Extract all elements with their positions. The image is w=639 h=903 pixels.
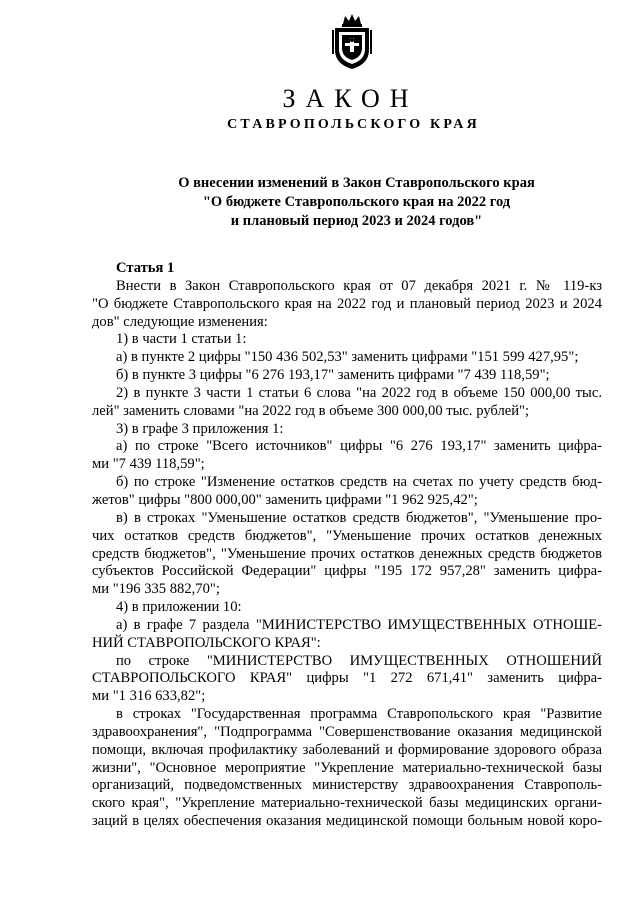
text-line: ми "1 316 633,82"; bbox=[92, 688, 206, 705]
text-line: б) по строке "Изменение остатков средств на счетах по учету средств бюд- bbox=[116, 474, 602, 491]
text-line: субъектов Российской Федерации" цифры "195 172 957,28" заменить цифра- bbox=[92, 563, 602, 580]
text-line: ского края", "Укрепление материально-технической базы медицинских органи- bbox=[92, 795, 602, 812]
text-line: Внести в Закон Ставропольского края от 07 декабря 2021 г. № 119-кз bbox=[116, 277, 602, 294]
text-line: НИЙ СТАВРОПОЛЬСКОГО КРАЯ": bbox=[92, 634, 321, 651]
text-line: в) в строках "Уменьшение остатков средств бюджетов", "Уменьшение про- bbox=[116, 509, 602, 526]
text-line: средств бюджетов", "Уменьшение прочих остатков денежных средств бюджетов bbox=[92, 545, 602, 562]
text-line: 1) в части 1 статьи 1: bbox=[116, 331, 247, 348]
law-heading bbox=[0, 174, 639, 231]
text-line: дов" следующие изменения: bbox=[92, 313, 268, 330]
coat-of-arms-icon bbox=[331, 12, 373, 70]
law-region: СТАВРОПОЛЬСКОГО КРАЯ bbox=[227, 117, 480, 132]
law-title: ЗАКОН bbox=[282, 84, 419, 113]
article-text bbox=[92, 278, 602, 831]
text-line: СТАВРОПОЛЬСКОГО КРАЯ" цифры "1 272 671,41" заменить цифра- bbox=[92, 670, 602, 687]
text-line: лей" заменить словами "на 2022 год в объеме 300 000,00 тыс. рублей"; bbox=[92, 402, 530, 419]
text-line: 4) в приложении 10: bbox=[116, 599, 242, 616]
article-body bbox=[92, 260, 602, 831]
heading-line: и плановый период 2023 и 2024 годов" bbox=[230, 213, 483, 229]
text-line: по строке "МИНИСТЕРСТВО ИМУЩЕСТВЕННЫХ ОТНОШЕНИЙ bbox=[116, 652, 602, 669]
text-line: а) по строке "Всего источников" цифры "6 276 193,17" заменить цифра- bbox=[116, 438, 602, 455]
text-line: здравоохранения", "Подпрограмма "Совершенствование оказания медицинской bbox=[92, 723, 602, 740]
heading-line: "О бюджете Ставропольского края на 2022 год bbox=[202, 194, 511, 210]
text-line: жизни", "Основное мероприятие "Укрепление материально-технической базы bbox=[92, 759, 602, 776]
text-line: "О бюджете Ставропольского края на 2022 год и плановый период 2023 и 2024 bbox=[92, 295, 602, 312]
text-line: ми "196 335 882,70"; bbox=[92, 581, 220, 598]
text-line: а) в графе 7 раздела "МИНИСТЕРСТВО ИМУЩЕСТВЕННЫХ ОТНОШЕ- bbox=[116, 616, 602, 633]
text-line: а) в пункте 2 цифры "150 436 502,53" заменить цифрами "151 599 427,95"; bbox=[116, 349, 579, 366]
text-line: организаций, подведомственных министерству здравоохранения Ставрополь- bbox=[92, 777, 602, 794]
text-line: 3) в графе 3 приложения 1: bbox=[116, 420, 284, 437]
heading-line: О внесении изменений в Закон Ставропольского края bbox=[178, 175, 535, 191]
text-line: жетов" цифры "800 000,00" заменить цифрами "1 962 925,42"; bbox=[92, 491, 478, 508]
text-line: заций в целях обеспечения оказания медицинской помощи больным новой коро- bbox=[92, 813, 602, 830]
text-line: в строках "Государственная программа Ставропольского края "Развитие bbox=[116, 706, 602, 723]
text-line: 2) в пункте 3 части 1 статьи 6 слова "на 2022 год в объеме 150 000,00 тыс. bbox=[116, 384, 602, 401]
text-line: чих остатков средств бюджетов", "Уменьшение прочих остатков денежных bbox=[92, 527, 602, 544]
text-line: помощи, включая профилактику заболеваний и формирование здорового образа bbox=[92, 741, 602, 758]
article-title: Статья 1 bbox=[116, 260, 175, 276]
text-line: б) в пункте 3 цифры "6 276 193,17" заменить цифрами "7 439 118,59"; bbox=[116, 367, 550, 384]
text-line: ми "7 439 118,59"; bbox=[92, 456, 205, 473]
